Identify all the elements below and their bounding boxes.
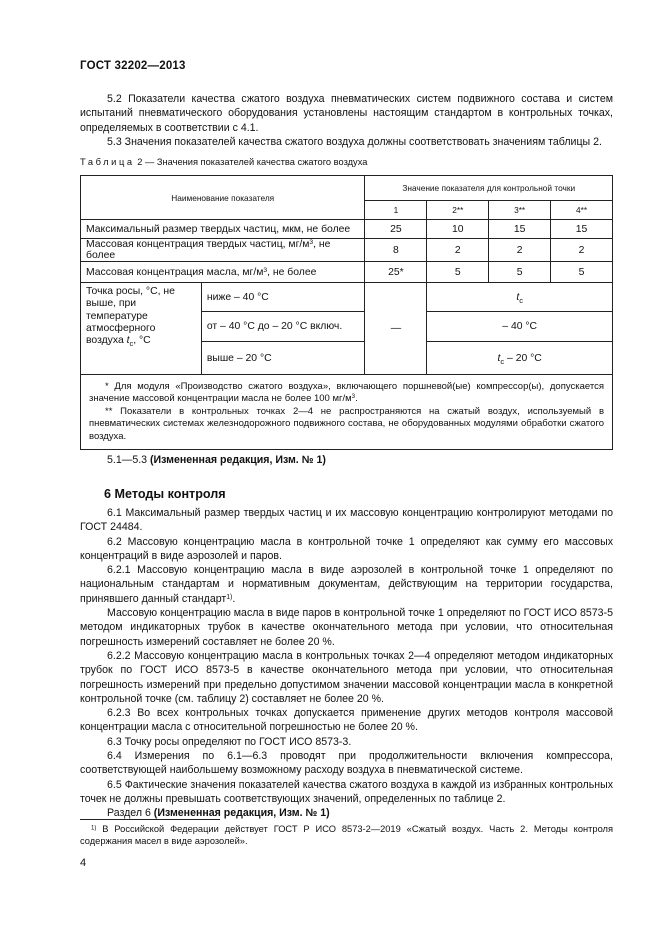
dew-condition: ниже – 40 °С — [201, 283, 365, 312]
row-value: 2 — [489, 239, 551, 262]
table-caption-text: 2 — Значения показателей качества сжатого воздуха — [137, 157, 368, 167]
row-value: 5 — [551, 262, 613, 283]
point-label: 2** — [427, 201, 489, 220]
row-name: Массовая концентрация масла, $мг/м^3$, не более — [81, 262, 365, 283]
paragraph-6-2: 6.2 Массовую концентрацию масла в контрольной точке 1 определяют как сумму его массовых концентраций в виде аэрозолей и паров. — [80, 535, 613, 562]
row-value: 15 — [551, 220, 613, 239]
change-note-bold: (Измененная редакция, Изм. № 1) — [150, 454, 326, 466]
dew-point1-value: — — [365, 283, 427, 375]
paragraph-5-2: 5.2 Показатели качества сжатого воздуха пневматических систем подвижного состава и систем испытаний пневматического оборудования установлены настоящим стандартом в контрольных точках, определяемых в соответствии с 4.1. — [80, 93, 613, 134]
paragraph-6-3: 6.3 Точку росы определяют по ГОСТ ИСО 8573-3. — [107, 735, 352, 748]
row-value: 10 — [427, 220, 489, 239]
table-row — [81, 239, 613, 262]
paragraph-6-2-1: 6.2.1 Массовую концентрацию масла в виде аэрозолей в контрольной точке 1 определяют по национальным стандартам и нормативным документам, действующим на территории государства, принявшего данный стандарт$^{1)}$. — [80, 564, 613, 605]
footnote — [80, 823, 613, 847]
footnote-mark: 1) — [91, 825, 97, 832]
table-notes-row — [81, 375, 613, 450]
paragraph-6-5: 6.5 Фактические значения показателей качества сжатого воздуха в каждой из избранных контрольных точек не должны превышать соответствующих значений, определенных по таблице 2. — [80, 778, 613, 805]
table-row — [81, 262, 613, 283]
dew-value: $t_c$ — [427, 283, 613, 312]
point-label: 4** — [551, 201, 613, 220]
row-value: 25* — [365, 262, 427, 283]
change-note — [80, 453, 613, 467]
row-value: 25 — [365, 220, 427, 239]
row-value: 8 — [365, 239, 427, 262]
dew-condition: от – 40 °С до – 20 °С включ. — [201, 312, 365, 342]
dew-condition: выше – 20 °С — [201, 342, 365, 375]
table-caption-prefix: Таблица — [80, 157, 135, 167]
table-caption — [80, 157, 367, 167]
quality-table — [80, 175, 613, 450]
header-point-value: Значение показателя для контрольной точки — [365, 176, 613, 201]
dew-point-label: Точка росы, °С, не выше, при температуре атмосферного воздуха $t_c$, °С — [81, 283, 202, 375]
section-6-body — [80, 506, 613, 821]
table-row — [81, 283, 613, 312]
dew-value: $t_c - 20$ °С — [427, 342, 613, 375]
row-name: Массовая концентрация твердых частиц, $мг/м^3$, не более — [81, 239, 365, 262]
footnote-text: В Российской Федерации действует ГОСТ Р ИСО 8573-2—2019 «Сжатый воздух. Часть 2. Методы контроля содержания масел в виде аэрозолей». — [80, 824, 613, 847]
row-value: 5 — [427, 262, 489, 283]
note-1: * Для модуля «Производство сжатого воздуха», включающего поршневой(ые) компрессор(ы), допускается значение массовой концентрации масла не более 100 $мг/м^3$. — [89, 381, 604, 405]
paragraph-5-3: 5.3 Значения показателей качества сжатого воздуха должны соответствовать значениям таблицы 2. — [107, 135, 602, 148]
footnote-divider — [80, 819, 220, 820]
row-value: 2 — [427, 239, 489, 262]
dew-value: – 40 °С — [427, 312, 613, 342]
intro-paragraphs — [80, 92, 613, 149]
document-code: ГОСТ 32202—2013 — [80, 60, 186, 72]
point-label: 3** — [489, 201, 551, 220]
section-title: 6 Методы контроля — [104, 487, 226, 501]
header-indicator-name: Наименование показателя — [81, 176, 365, 220]
row-value: 5 — [489, 262, 551, 283]
paragraph-6-2-2: 6.2.2 Массовую концентрацию масла в контрольных точках 2—4 определяют методом индикаторных трубок по ГОСТ ИСО 8573-5 в качестве окончательного метода при условии, что относительная погрешность измерений при предельно допустимом значении массовой концентрации масла в конкретной контрольной точке (см. таблицу 2) составляет не более 20 %. — [80, 649, 613, 705]
paragraph-6-2-3: 6.2.3 Во всех контрольных точках допускается применение других методов контроля массовой концентрации масла с относительной погрешностью не более 20 %. — [80, 707, 613, 734]
note-2: ** Показатели в контрольных точках 2—4 не распространяются на сжатый воздух, используемый в пневматических системах железнодорожного подвижного состава, не оборудованных модулями обработки сжатого воздуха. — [89, 405, 604, 442]
paragraph-6-2-1b: Массовую концентрацию масла в виде паров в контрольной точке 1 определяют по ГОСТ ИСО 8573-5 методом индикаторных трубок в качестве окончательного метода при условии, что относительная погрешность измерений составляет не более 20 %. — [80, 607, 613, 648]
point-label: 1 — [365, 201, 427, 220]
row-value: 15 — [489, 220, 551, 239]
table-notes — [81, 375, 613, 450]
page-number: 4 — [80, 857, 87, 869]
row-name: Максимальный размер твердых частиц, мкм, не более — [81, 220, 365, 239]
paragraph-6-4: 6.4 Измерения по 6.1—6.3 проводят при продолжительности включения компрессора, соответствующей наибольшему возможному расходу воздуха в пневматической системе. — [80, 750, 613, 777]
row-value: 2 — [551, 239, 613, 262]
change-note-prefix: 5.1—5.3 — [107, 454, 150, 466]
section-6-change-note: Раздел 6 (Измененная редакция, Изм. № 1) — [107, 807, 330, 820]
paragraph-6-1: 6.1 Максимальный размер твердых частиц и их массовую концентрацию контролируют методами по ГОСТ 24484. — [80, 507, 613, 534]
table-row — [81, 220, 613, 239]
